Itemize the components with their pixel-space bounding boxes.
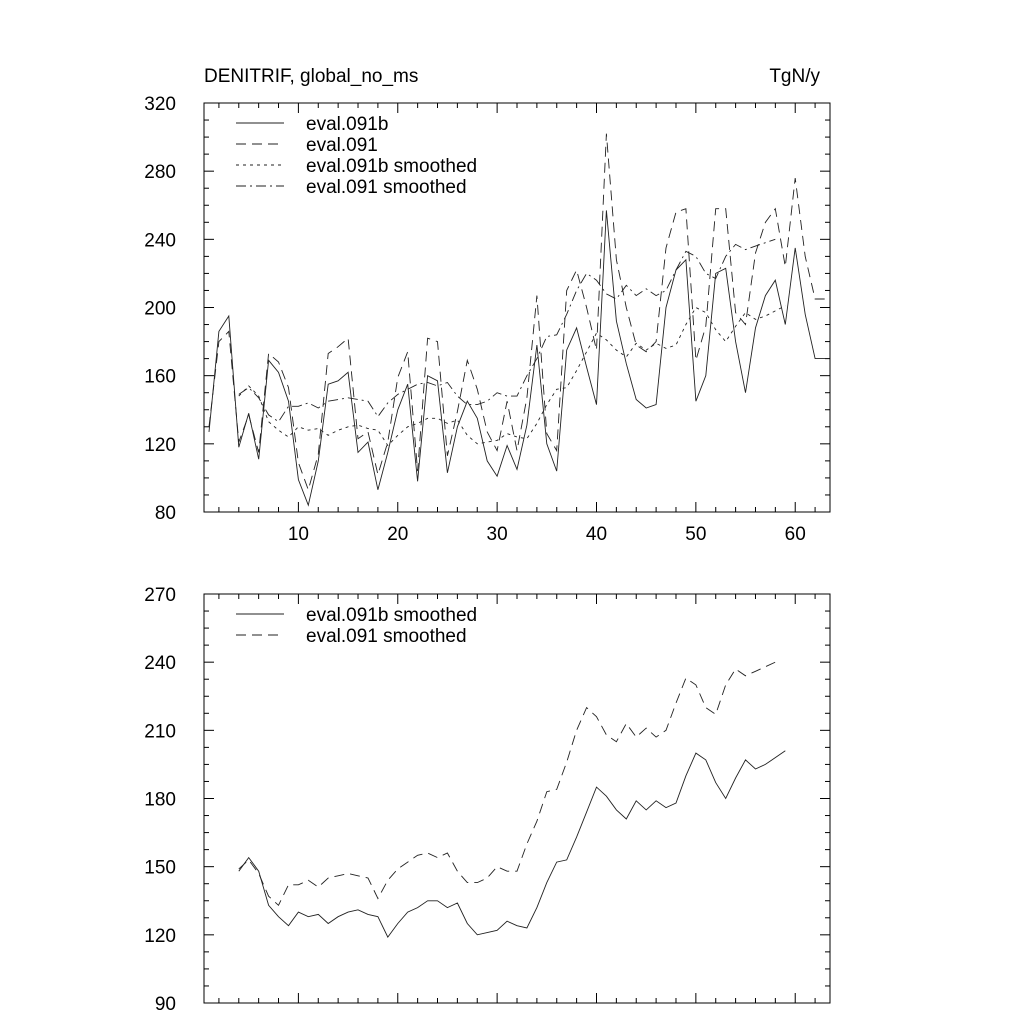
x-tick-label: 10	[287, 524, 309, 545]
legend-label: eval.091b smoothed	[306, 605, 478, 626]
y-tick-label: 240	[144, 653, 176, 675]
x-tick-label: 30	[486, 524, 508, 545]
series-line-0	[239, 751, 786, 937]
y-tick-label: 120	[144, 434, 176, 456]
y-tick-label: 160	[144, 366, 176, 388]
bottom-panel	[144, 585, 830, 1015]
series-line-2	[239, 306, 786, 446]
x-tick-label: 50	[685, 524, 707, 545]
legend-label: eval.091b	[306, 114, 389, 135]
y-tick-label: 240	[144, 230, 176, 252]
series-line-0	[209, 210, 825, 505]
y-tick-label: 90	[154, 994, 176, 1015]
legend-label: eval.091 smoothed	[306, 626, 467, 647]
y-tick-label: 210	[144, 721, 176, 743]
y-tick-label: 180	[144, 789, 176, 811]
legend-label: eval.091	[306, 135, 378, 156]
series-line-3	[239, 239, 776, 421]
plot-frame	[204, 103, 830, 512]
y-tick-label: 150	[144, 857, 176, 879]
x-tick-label: 40	[585, 524, 608, 545]
legend-label: eval.091 smoothed	[306, 177, 467, 198]
y-tick-label: 120	[144, 925, 176, 947]
series-line-1	[239, 662, 776, 905]
chart-units: TgN/y	[769, 66, 820, 87]
y-tick-label: 200	[144, 298, 176, 320]
x-tick-label: 60	[784, 524, 806, 545]
y-tick-label: 80	[154, 503, 176, 524]
series-line-1	[209, 134, 825, 490]
legend-label: eval.091b smoothed	[306, 156, 478, 177]
top-panel	[144, 66, 830, 545]
x-tick-label: 20	[387, 524, 409, 545]
y-tick-label: 320	[144, 94, 176, 115]
y-tick-label: 270	[144, 585, 176, 606]
y-tick-label: 280	[144, 162, 176, 184]
chart-title: DENITRIF, global_no_ms	[204, 66, 419, 87]
plot-frame	[204, 594, 830, 1003]
